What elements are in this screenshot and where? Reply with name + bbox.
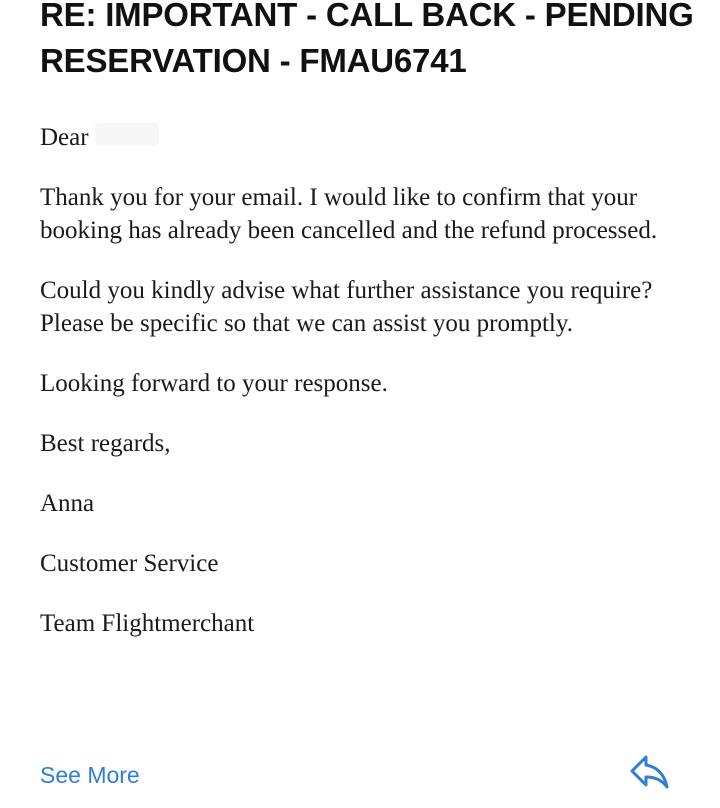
email-subject: RE: IMPORTANT - CALL BACK - PENDING RESERVATION - FMAU6741 [40,0,694,79]
sender-name: Anna [40,490,95,517]
body-paragraph-confirmation: Thank you for your email. I would like to confirm that your booking has already been cancelled and the refund processed. [40,184,658,244]
sender-team: Team Flightmerchant [40,610,255,637]
greeting [40,121,680,154]
see-more-link[interactable]: See More [40,762,140,788]
email-body [40,121,680,667]
greeting-text: Dear [40,124,89,151]
sender-department: Customer Service [40,550,219,577]
reply-arrow-icon [628,752,672,792]
reply-button[interactable] [628,752,672,792]
body-paragraph-request: Could you kindly advise what further assistance you require? Please be specific so that we can assist you promptly. [40,277,653,337]
redacted-name [95,123,159,145]
body-paragraph-closing: Looking forward to your response. [40,370,388,397]
sign-off: Best regards, [40,430,171,457]
